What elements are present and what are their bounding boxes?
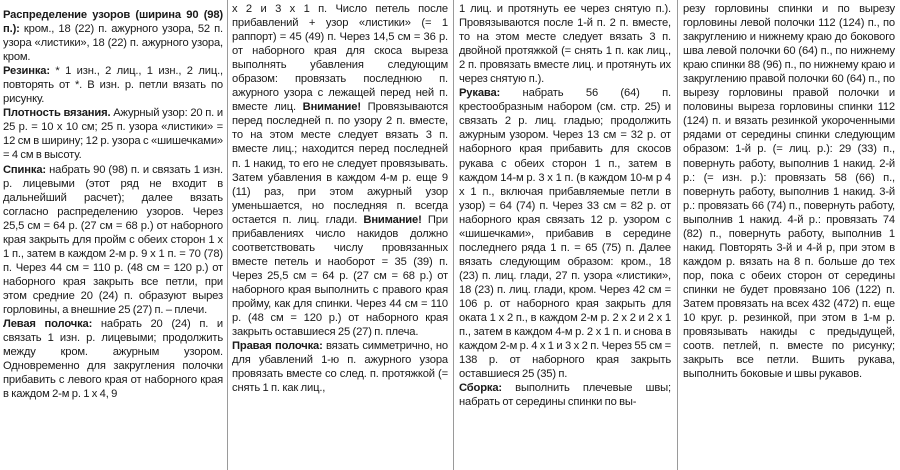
text-column-3 <box>459 2 671 409</box>
paragraph-assembly <box>459 381 671 409</box>
paragraph-text: Провязываются перед последней п. по узору 2 п. вместе, то на этом месте следует вязать 3 п. вместе лиц.; находится перед последней п. 1 накид, то его не следует провязывать. Затем убавления в каждом 4-м р. еще 9 (11) раз, при этом ажурный узор уменьшается, но последняя п. всегда остается п. лиц. глади. <box>232 101 448 226</box>
paragraph-right-front <box>232 339 448 395</box>
paragraph-gauge <box>3 106 223 162</box>
column-divider <box>453 0 454 470</box>
paragraph-text: х 2 и 3 х 1 п. Число петель после прибавлений + узор «листики» (= 1 раппорт) = 45 (49) п. Через 14,5 см = 36 р. от наборного края для скоса выреза выполнять убавления следующим образом: провязать последнюю п. ажурного узора с лежащей перед ней п. вместе лиц. <box>232 3 448 114</box>
heading-gauge: Плотность вязания. <box>3 107 111 120</box>
paragraph-text: набрать 56 (64) п. крестообразным набором (см. стр. 25) и связать 2 р. лиц. гладью; продолжить ажурным узором. Через 13 см = 32 р. от наборного края прибавить для скосов рукава с обеих сторон 1 п., затем в каждом 14-м р. 3 х 1 п. (в каждом 10-м р 4 х 1 п., включая прибавляемые петли в узор) = 64 (74) п. Через 33 см = 82 р. от наборного края связать 12 р. узором с «шишечками», прибавив в середине последнего ряда 1 п. = 65 (75) п. Далее вязать следующим образом: кром., 18 (23) п. лиц. глади, 27 п. узора «листики», 18 (23) п. лиц. глади, кром. Через 42 см = 106 р. от наборного края закрыть для оката 1 х 2 п., в каждом 2-м р. 2 х 2 и 2 х 1 п., затем в каждом 4-м р. 2 х 1 п. и снова в каждом 2-м р. 4 х 1 и 3 х 2 п. Через 55 см = 138 р. от наборного края закрыть оставшиеся 25 (35) п. <box>459 87 671 381</box>
heading-assembly: Сборка: <box>459 382 503 395</box>
heading-attention: Внимание! <box>302 101 361 114</box>
paragraph-sleeves <box>459 86 671 381</box>
paragraph-text: * 1 изн., 2 лиц., 1 изн., 2 лиц., повторять от *. В изн. р. петли вязать по рисунку. <box>3 65 223 106</box>
text-column-4 <box>683 2 895 381</box>
heading-attention: Внимание! <box>363 213 422 226</box>
paragraph-pattern-distribution <box>3 8 223 64</box>
heading-right-front: Правая полочка: <box>232 340 323 353</box>
paragraph-assembly-continued <box>683 2 895 381</box>
column-divider <box>677 0 678 470</box>
paragraph-left-front-continued <box>232 2 448 339</box>
text-column-1 <box>3 8 223 401</box>
paragraph-back <box>3 163 223 318</box>
paragraph-ribbing <box>3 64 223 106</box>
paragraph-text: выполнить плечевые швы; набрать от середины спинки по вы- <box>459 382 671 409</box>
paragraph-text: вязать симметрично, но для убавлений 1-ю п. ажурного узора провязать вместе со след. п. протяжкой (= снять 1 п. как лиц., <box>232 340 448 395</box>
heading-pattern-distribution: Распределение узоров (ширина 90 (98) п.): <box>3 9 223 36</box>
heading-ribbing: Резинка: <box>3 65 50 78</box>
paragraph-right-front-continued <box>459 2 671 86</box>
heading-left-front: Левая полочка: <box>3 318 93 331</box>
paragraph-text: Ажурный узор: 20 п. и 25 р. = 10 х 10 см; 25 п. узора «листики» = 12 см в ширину; 12 р. узора с «шишечками» = 4 см в высоту. <box>3 107 223 162</box>
text-column-2 <box>232 2 448 395</box>
paragraph-text: набрать 90 (98) п. и связать 1 изн. р. лицевыми (этот ряд не входит в дальнейший расчет); далее вязать согласно распределению узоров. Через 25,5 см = 64 р. (27 см = 68 р.) от наборного края закрыть для пройм с обеих сторон 1 х 1 п., затем в каждом 2-м р. 9 х 1 п. = 70 (78) п. Через 44 см = 110 р. (48 см = 120 р.) от наборного края закрыть все петли, при этом средние 20 (24) п. образуют вырез горловины, а внешние 25 (27) п. – плечи. <box>3 163 223 316</box>
heading-back: Спинка: <box>3 163 46 176</box>
column-divider <box>227 0 228 470</box>
heading-sleeves: Рукава: <box>459 87 501 100</box>
paragraph-text: резу горловины спинки и по вырезу горловины левой полочки 112 (124) п., по закруглению и нижнему краю до бокового шва левой полочки 60 (64) п., по нижнему краю спинки 88 (96) п., по нижнему краю и закруглению правой полочки 60 (64) п., по вырезу горловины правой полочки и половины выреза горловины спинки 112 (124) п. и вязать резинкой укороченными рядами от середины спинки следующим образом: 1-й р. (= лиц. р.): 29 (33) п., повернуть работу, выполнив 1 накид. 2-й р.: (= изн. р.): провязать 58 (66) п., повернуть работу, выполнив 1 накид. 3-й р.: провязать 66 (74) п., повернуть работу, выполнив 1 накид. 4-й р.: провязать 74 (82) п., повернуть работу, выполнив 1 накид. Повторять 3-й и 4-й р, при этом в каждом р. вязать на 8 п. больше до тех пор, пока с обеих сторон от середины спинки не будет провязано 106 (122) п. Затем провязать на всех 432 (472) п. еще 10 круг. р. резинкой, при этом в 1-м р. провязывать накиды с предыдущей, соотв. петлей, п. вместе по рисунку; закрыть все петли. Вшить рукава, выполнить боковые и швы рукавов. <box>683 3 895 381</box>
paragraph-text: При прибавлениях число накидов должно соответствовать числу провязанных вместе петель и наоборот = 35 (39) п. Через 25,5 см = 64 р. (27 см = 68 р.) от наборного края выполнить с правого края пройму, как для спинки. Через 44 см = 110 р. (48 см = 120 р.) от наборного края закрыть оставшиеся 25 (27) п. плеча. <box>232 213 448 339</box>
paragraph-left-front <box>3 317 223 401</box>
paragraph-text: кром., 18 (22) п. ажурного узора, 52 п. узора «листики», 18 (22) п. ажурного узора, кром. <box>3 23 223 64</box>
paragraph-text: 1 лиц. и протянуть ее через снятую п.). Провязываются после 1-й п. 2 п. вместе, то на этом месте следует вязать 3 п. двойной протяжкой (= снять 1 п. как лиц., 2 п. провязать вместе лиц. и протянуть их через снятую п.). <box>459 3 671 86</box>
paragraph-text: набрать 20 (24) п. и связать 1 изн. р. лицевыми; продолжить между кром. ажурным узором. Одновременно для закругления полочки прибавить с левого края от наборного края в каждом 2-м р. 1 х 4, 9 <box>3 318 223 401</box>
